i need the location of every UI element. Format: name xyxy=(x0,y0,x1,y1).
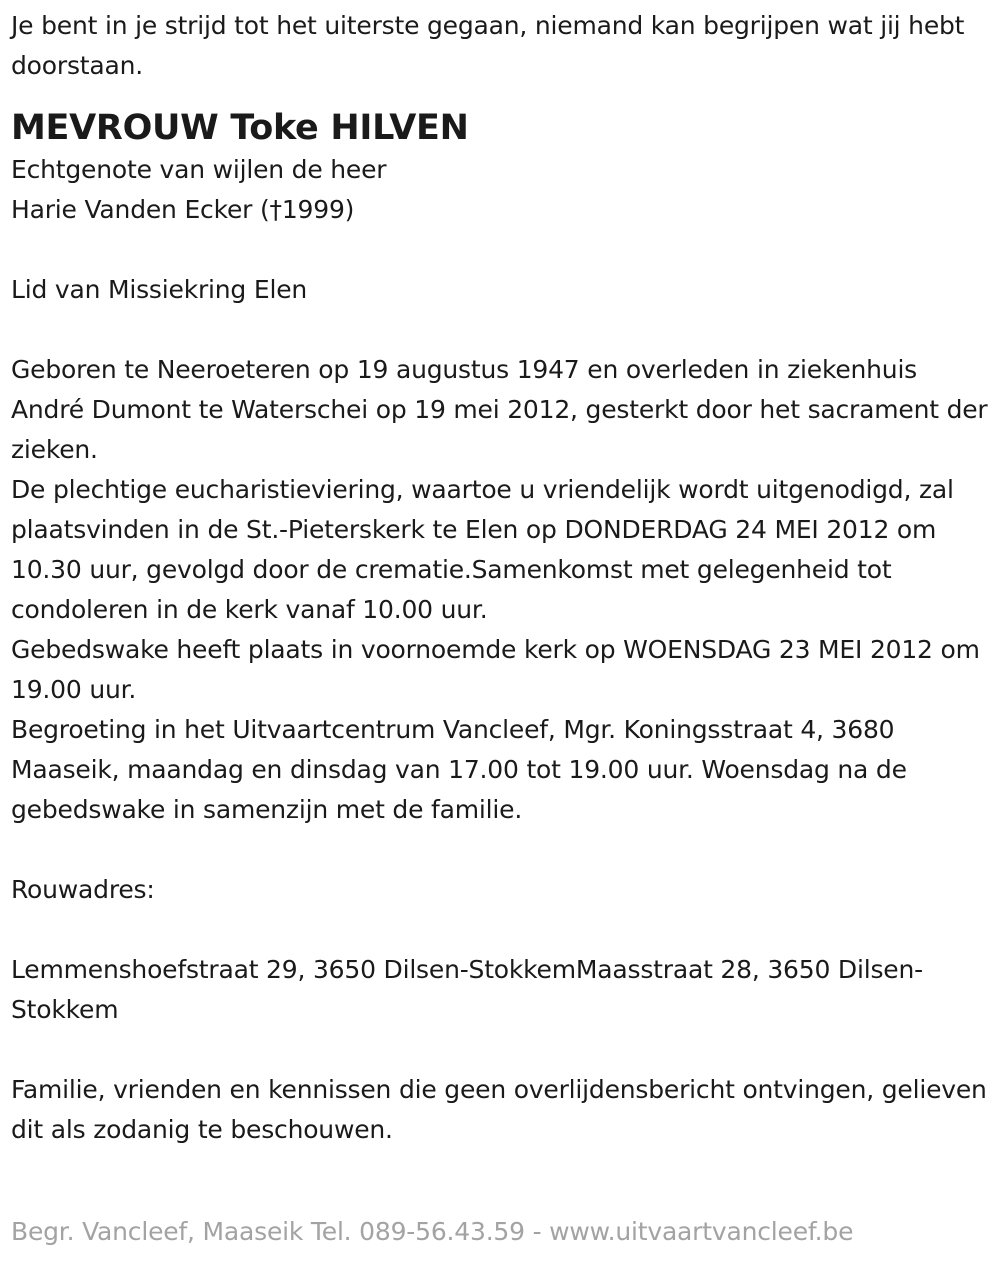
birth-death-paragraph: Geboren te Neeroeteren op 19 augustus 1947 en overleden in ziekenhuis André Dumont te Waterschei op 19 mei 2012, gesterkt door het sacrament der zieken. xyxy=(11,355,988,464)
mourning-addresses: Lemmenshoefstraat 29, 3650 Dilsen-StokkemMaasstraat 28, 3650 Dilsen-Stokkem xyxy=(11,955,923,1024)
spacer xyxy=(11,830,996,870)
deceased-name: MEVROUW Toke HILVEN xyxy=(11,108,469,148)
mourning-address-label: Rouwadres: xyxy=(11,875,155,904)
spouse-line-2: Harie Vanden Ecker (†1999) xyxy=(11,195,355,224)
membership-line: Lid van Missiekring Elen xyxy=(11,275,308,304)
spouse-line-1: Echtgenote van wijlen de heer xyxy=(11,155,387,184)
obituary-notice xyxy=(11,6,996,1150)
spacer xyxy=(11,1030,996,1070)
wake-paragraph: Gebedswake heeft plaats in voornoemde kerk op WOENSDAG 23 MEI 2012 om 19.00 uur. xyxy=(11,635,980,704)
funeral-home-footer: Begr. Vancleef, Maaseik Tel. 089-56.43.59 - www.uitvaartvancleef.be xyxy=(11,1217,854,1246)
spacer xyxy=(11,230,996,270)
closing-paragraph: Familie, vrienden en kennissen die geen overlijdensbericht ontvingen, gelieven dit als zodanig te beschouwen. xyxy=(11,1075,987,1144)
spacer xyxy=(11,910,996,950)
greeting-paragraph: Begroeting in het Uitvaartcentrum Vancleef, Mgr. Koningsstraat 4, 3680 Maaseik, maandag en dinsdag van 17.00 tot 19.00 uur. Woensdag na de gebedswake in samenzijn met de familie. xyxy=(11,715,907,824)
opening-quote: Je bent in je strijd tot het uiterste gegaan, niemand kan begrijpen wat jij hebt doorstaan. xyxy=(11,11,965,80)
spacer xyxy=(11,310,996,350)
ceremony-paragraph: De plechtige eucharistieviering, waartoe u vriendelijk wordt uitgenodigd, zal plaatsvinden in de St.-Pieterskerk te Elen op DONDERDAG 24 MEI 2012 om 10.30 uur, gevolgd door de crematie.Samenkomst met gelegenheid tot condoleren in de kerk vanaf 10.00 uur. xyxy=(11,475,954,624)
